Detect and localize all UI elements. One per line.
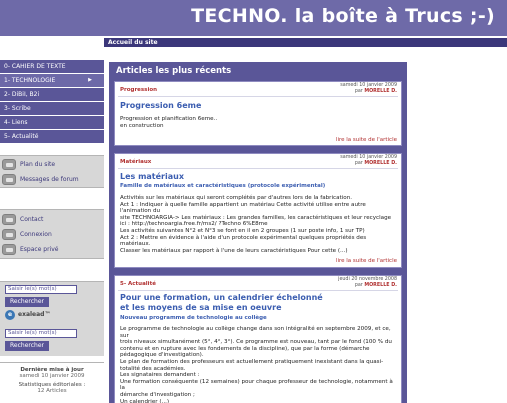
site-title[interactable]: TECHNO. la boîte à Trucs ;-)	[191, 5, 495, 27]
stats-label: Statistiques éditoriales :	[18, 382, 86, 388]
article-title[interactable]: Les matériaux	[120, 172, 184, 181]
sitemap-label: Plan du site	[20, 161, 56, 168]
read-more-link[interactable]: lire la suite de l'article	[335, 137, 397, 143]
sitemap-link[interactable]	[0, 157, 104, 172]
last-update-box	[0, 362, 104, 403]
sidebar-menu	[0, 60, 104, 144]
article-rubric[interactable]: Matériaux	[120, 159, 152, 165]
site-header	[0, 0, 507, 36]
forum-label: Messages de forum	[20, 176, 79, 183]
article-meta	[338, 277, 397, 289]
article-by: par	[354, 283, 363, 288]
article-rubric[interactable]: 5- Actualité	[120, 281, 156, 287]
login-icon	[2, 229, 16, 240]
article-subtitle: Nouveau programme de technologie au collège	[120, 315, 267, 321]
last-update-label: Dernière mise à jour	[20, 367, 84, 373]
last-update-date: samedi 10 janvier 2009	[19, 373, 85, 379]
article-date: jeudi 20 novembre 2008	[338, 277, 397, 282]
sidebar-item-cahier-de-texte[interactable]	[0, 60, 104, 73]
article-by: par	[354, 89, 363, 94]
login-label: Connexion	[20, 231, 52, 238]
sidebar-item-dibii-b2i[interactable]	[0, 88, 104, 101]
article-rubric[interactable]: Progression	[120, 87, 158, 93]
article-title[interactable]: Pour une formation, un calendrier échelonné et les moyens de sa mise en oeuvre	[120, 293, 323, 312]
private-space-label: Espace privé	[20, 246, 59, 253]
exalead-label: exalead™	[18, 311, 51, 318]
sidebar-item-technologie[interactable]	[0, 74, 104, 87]
article-by: par	[354, 161, 363, 166]
recent-articles-panel	[109, 62, 407, 403]
search-input[interactable]: Saisir le(s) mot(s)	[5, 285, 77, 294]
article-card	[114, 153, 402, 268]
sidebar-item-label: 1- TECHNOLOGIE	[4, 77, 56, 84]
contact-link[interactable]	[0, 212, 104, 227]
article-summary: Le programme de technologie au collège change dans son intégralité en septembre 2009, et ce, sur trois niveaux simultanément (5°, 4°, 3°). Ce programme est nouveau, tant par le fond (100 % du contenu et en rupture avec les fondements de la discipline), que par la forme (démarche pédagogique d'investigation). Le plan de formation des professeurs est actuellement pratiquement inexistant dans la quasi- totalité des académies. Les signataires demandent : Une formation conséquente (12 semaines) pour chaque professeur de technologie, notamment à la démarche d'investigation ; Un calendrier (...)	[120, 326, 393, 403]
exalead-icon: e	[5, 310, 15, 320]
article-author[interactable]: MORELLE D.	[364, 89, 397, 94]
sidebar-item-scribe[interactable]	[0, 102, 104, 115]
sidebar-item-liens[interactable]	[0, 116, 104, 129]
read-more-link[interactable]: lire la suite de l'article	[335, 258, 397, 264]
sitemap-icon	[2, 159, 16, 170]
breadcrumb-bar	[104, 38, 507, 47]
article-date: samedi 10 janvier 2009	[340, 83, 397, 88]
sidebar-item-label: 5- Actualité	[4, 133, 39, 140]
exalead-search-button[interactable]: Rechercher	[5, 341, 49, 351]
private-space-link[interactable]	[0, 242, 104, 257]
article-divider	[118, 290, 398, 291]
right-gutter	[407, 47, 507, 403]
contact-icon	[2, 214, 16, 225]
article-summary: Progression et planification 6eme.. en construction	[120, 116, 218, 129]
account-links-box	[0, 209, 104, 259]
forum-icon	[2, 174, 16, 185]
article-card	[114, 81, 402, 146]
article-title[interactable]: Progression 6eme	[120, 101, 202, 110]
sidebar-item-label: 3- Scribe	[4, 105, 31, 112]
sidebar-item-label: 4- Liens	[4, 119, 28, 126]
article-meta	[340, 155, 397, 167]
article-subtitle: Famille de matériaux et caractéristiques (protocole expérimental)	[120, 183, 326, 189]
article-author[interactable]: MORELLE D.	[364, 161, 397, 166]
article-date: samedi 10 janvier 2009	[340, 155, 397, 160]
site-links-box	[0, 155, 104, 188]
forum-messages-link[interactable]	[0, 172, 104, 187]
article-summary: Activités sur les matériaux qui seront complétés par d'autres lors de la fabrication. Act 1 : Indiquer à quelle famille appartient un matériau Cette activité utilise entre autre l'animation du site TECHNOARGIA-> Les matériaux : Les grandes familles, les caractéristiques et leur recyclage ici : http://technoargia.free.fr/ms2/ ?Techno 6%E8me Les activités suivantes N°2 et N°3 se font en il en 2 groupes (1 sur poste info, 1 sur TP) Act 2 : Mettre en évidence à l'aide d'un protocole expérimental quelques propriétés des matériaux. Classer les matériaux par rapport à l'une de leurs caractéristiques Pour cette (...)	[120, 195, 392, 254]
article-author[interactable]: MORELLE D.	[364, 283, 397, 288]
article-card	[114, 275, 402, 403]
search-button[interactable]: Rechercher	[5, 297, 49, 307]
chevron-right-icon: ▶	[88, 77, 92, 83]
article-divider	[118, 96, 398, 97]
login-link[interactable]	[0, 227, 104, 242]
exalead-search-input[interactable]: Saisir le(s) mot(s)	[5, 329, 77, 338]
contact-label: Contact	[20, 216, 44, 223]
article-divider	[118, 168, 398, 169]
article-meta	[340, 83, 397, 95]
sidebar-item-actualite[interactable]	[0, 130, 104, 143]
stats-value: 12 Articles	[37, 388, 67, 394]
search-box	[0, 281, 104, 356]
home-link[interactable]: Accueil du site	[108, 39, 158, 46]
sidebar-item-label: 2- DiBiI, B2i	[4, 91, 40, 98]
private-space-icon	[2, 244, 16, 255]
sidebar-item-label: 0- CAHIER DE TEXTE	[4, 63, 66, 70]
exalead-logo[interactable]	[5, 309, 50, 321]
recent-articles-heading: Articles les plus récents	[116, 66, 232, 76]
